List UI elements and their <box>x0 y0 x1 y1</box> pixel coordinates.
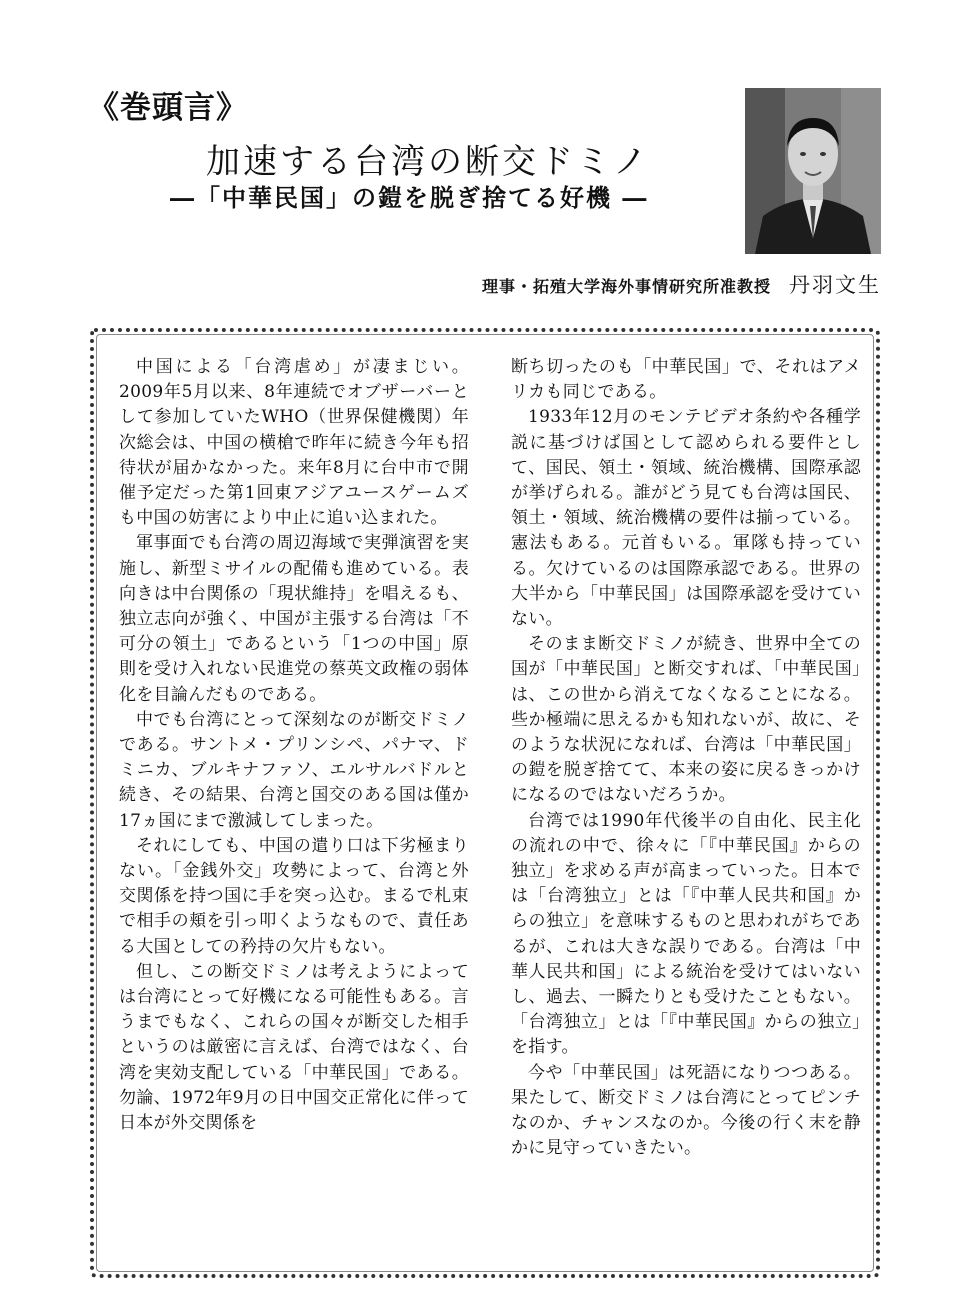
article-subtitle: ―「中華民国」の鎧を脱ぎ捨てる好機 ― <box>170 183 649 212</box>
author-photo <box>745 88 881 254</box>
author-byline <box>482 269 881 299</box>
author-name: 丹羽文生 <box>789 273 881 297</box>
paragraph: 中国による「台湾虐め」が凄まじい。2009年5月以来、8年連続でオブザーバーとして参加していたWHO（世界保健機関）年次総会は、中国の横槍で昨年に続き今年も招待状が届かなかった。来年8月に台中市で開催予定だった第1回東アジアユースゲームズも中国の妨害により中止に追い込まれた。 <box>119 357 469 529</box>
paragraph: 1933年12月のモンテビデオ条約や各種学説に基づけば国として認められる要件として、国民、領土・領域、統治機構、国際承認が挙げられる。誰がどう見ても台湾は国民、領土・領域、統治機構の要件は揃っている。憲法もある。元首もいる。軍隊も持っている。欠けているのは国際承認である。世界の大半から「中華民国」は国際承認を受けていない。 <box>511 407 861 630</box>
article-title: 加速する台湾の断交ドミノ <box>206 142 650 182</box>
right-column <box>511 355 861 1162</box>
left-column <box>119 355 469 1136</box>
paragraph: それにしても、中国の遣り口は下劣極まりない。「金銭外交」攻勢によって、台湾と外交関係を持つ国に手を突っ込む。まるで札束で相手の頬を引っ叩くようなもので、責任ある大国としての矜持の欠片もない。 <box>119 835 469 957</box>
paragraph: 今や「中華民国」は死語になりつつある。果たして、断交ドミノは台湾にとってピンチなのか、チャンスなのか。今後の行く末を静かに見守っていきたい。 <box>511 1062 861 1159</box>
paragraph: 中でも台湾にとって深刻なのが断交ドミノである。サントメ・プリンシペ、パナマ、ドミニカ、ブルキナファソ、エルサルバドルと続き、その結果、台湾と国交のある国は僅か17ヵ国にまで激減してしまった。 <box>119 709 469 831</box>
section-label: 《巻頭言》 <box>88 90 248 126</box>
paragraph: 但し、この断交ドミノは考えようによっては台湾にとって好機になる可能性もある。言うまでもなく、これらの国々が断交した相手というのは厳密に言えば、台湾ではなく、台湾を実効支配している「中華民国」である。勿論、1972年9月の日中国交正常化に伴って日本が外交関係を <box>119 961 469 1134</box>
author-affiliation: 理事・拓殖大学海外事情研究所准教授 <box>481 277 771 296</box>
paragraph: そのまま断交ドミノが続き、世界中全ての国が「中華民国」と断交すれば、「中華民国」は、この世から消えてなくなることになる。些か極端に思えるかも知れないが、故に、そのような状況になれば、台湾は「中華民国」の鎧を脱ぎ捨てて、本来の姿に戻るきっかけになるのではないだろうか。 <box>511 634 861 806</box>
paragraph-continuation: 断ち切ったのも「中華民国」で、それはアメリカも同じである。 <box>511 357 861 403</box>
paragraph: 軍事面でも台湾の周辺海域で実弾演習を実施し、新型ミサイルの配備も進めている。表向きは中台関係の「現状維持」を唱えるも、独立志向が強く、中国が主張する台湾は「不可分の領土」であるという「1つの中国」原則を受け入れない民進党の蔡英文政権の弱体化を目論んだものである。 <box>119 533 469 705</box>
paragraph: 台湾では1990年代後半の自由化、民主化の流れの中で、徐々に「『中華民国』からの独立」を求める声が高まっていった。日本では「台湾独立」とは「『中華人民共和国』からの独立」を意味するものと思われがちであるが、これは大きな誤りである。台湾は「中華人民共和国」による統治を受けてはいないし、過去、一瞬たりとも受けたこともない。「台湾独立」とは「『中華民国』からの独立」を指す。 <box>511 810 861 1058</box>
